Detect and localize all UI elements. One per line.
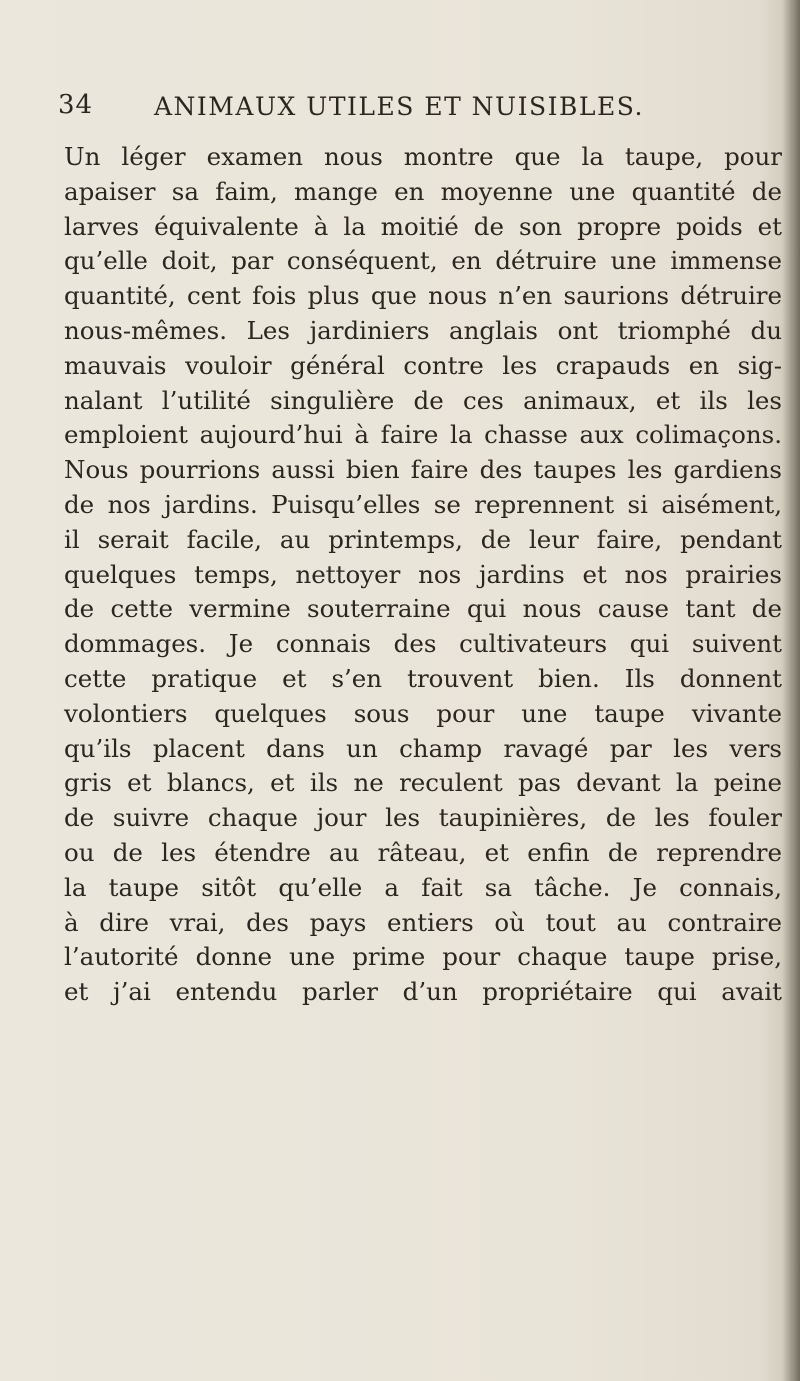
text-line: larves équivalente à la moitié de son propre poids et <box>64 211 782 241</box>
text-line: quelques temps, nettoyer nos jardins et nos prairies <box>64 559 782 589</box>
page-number: 34 <box>58 90 94 120</box>
text-line: de suivre chaque jour les taupinières, de les fouler <box>64 803 782 833</box>
text-line: à dire vrai, des pays entiers où tout au contraire <box>64 907 782 937</box>
body-text <box>64 140 784 1010</box>
text-line: nous-mêmes. Les jardiniers anglais ont triomphé du <box>64 315 782 345</box>
text-line: emploient aujourd’hui à faire la chasse aux colimaçons. <box>64 420 782 450</box>
running-title: ANIMAUX UTILES ET NUISIBLES. <box>154 92 644 121</box>
text-line: mauvais vouloir général contre les crapauds en sig- <box>64 350 782 380</box>
text-line: cette pratique et s’en trouvent bien. Ils donnent <box>64 663 782 693</box>
text-line: l’autorité donne une prime pour chaque taupe prise, <box>64 942 782 972</box>
text-line: Un léger examen nous montre que la taupe, pour <box>64 142 782 171</box>
running-header <box>58 90 698 130</box>
text-line: gris et blancs, et ils ne reculent pas devant la peine <box>64 768 782 798</box>
text-line: quantité, cent fois plus que nous n’en saurions détruire <box>64 281 782 311</box>
text-line: nalant l’utilité singulière de ces animaux, et ils les <box>64 385 782 415</box>
text-line: qu’elle doit, par conséquent, en détruire une immense <box>64 246 782 276</box>
text-line: ou de les étendre au râteau, et enfin de reprendre <box>64 837 782 867</box>
page-edge-shadow <box>782 0 800 1381</box>
text-line: il serait facile, au printemps, de leur faire, pendant <box>64 524 782 554</box>
text-line: apaiser sa faim, mange en moyenne une quantité de <box>64 176 782 206</box>
text-line: de nos jardins. Puisqu’elles se reprennent si aisément, <box>64 489 782 519</box>
text-line: Nous pourrions aussi bien faire des taupes les gardiens <box>64 455 782 485</box>
text-line: qu’ils placent dans un champ ravagé par les vers <box>64 733 782 763</box>
text-line: dommages. Je connais des cultivateurs qui suivent <box>64 629 782 659</box>
text-line: de cette vermine souterraine qui nous cause tant de <box>64 594 782 624</box>
text-line: la taupe sitôt qu’elle a fait sa tâche. Je connais, <box>64 872 782 902</box>
text-line: volontiers quelques sous pour une taupe vivante <box>64 698 782 728</box>
text-line: et j’ai entendu parler d’un propriétaire qui avait <box>64 977 782 1007</box>
